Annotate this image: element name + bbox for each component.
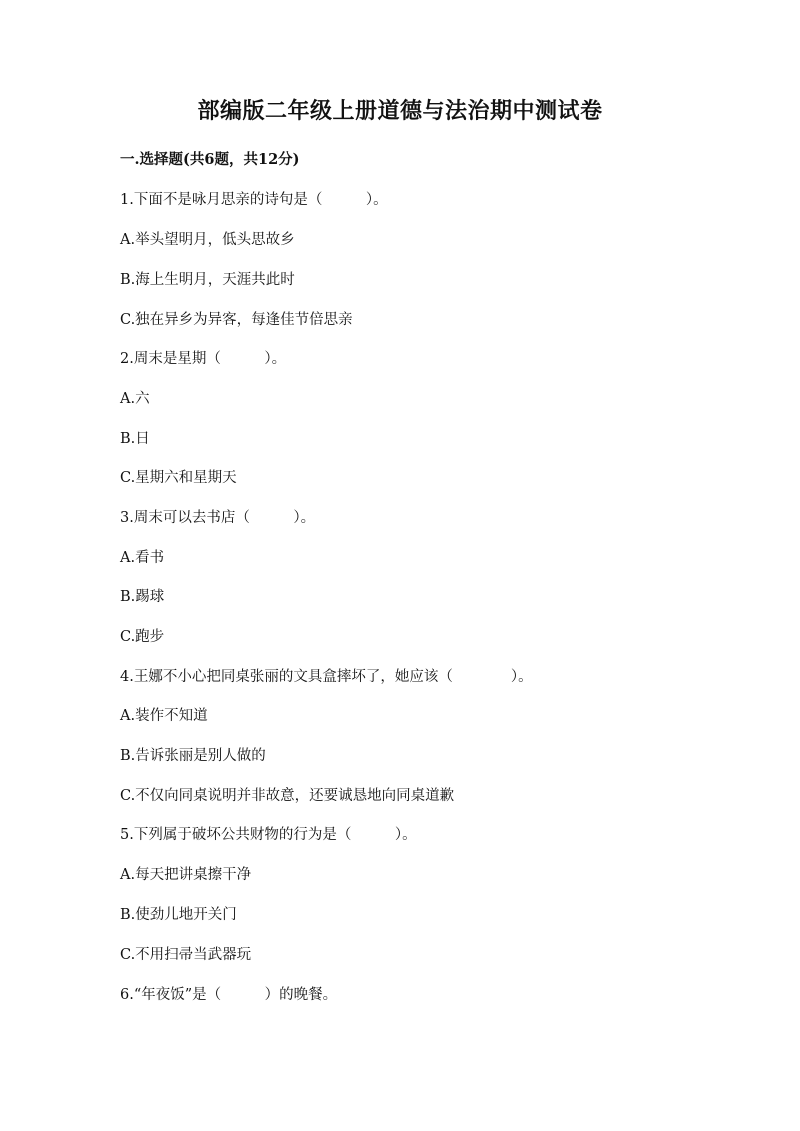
question-3-stem: 3.周末可以去书店（ ）。 [120, 510, 316, 526]
question-2-stem: 2.周末是星期（ ）。 [120, 351, 287, 367]
question-5-stem: 5.下列属于破坏公共财物的行为是（ ）。 [120, 827, 417, 843]
question-4-option-a: A.装作不知道 [120, 708, 208, 724]
question-2-option-c: C.星期六和星期天 [120, 470, 237, 486]
question-6-stem: 6.“年夜饭”是（ ）的晚餐。 [120, 987, 338, 1003]
question-2-option-b: B.日 [120, 431, 150, 447]
question-2-option-a: A.六 [120, 391, 150, 407]
question-4-option-c: C.不仅向同桌说明并非故意，还要诚恳地向同桌道歉 [120, 788, 455, 804]
question-5-option-c: C.不用扫帚当武器玩 [120, 947, 252, 963]
question-1-option-b: B.海上生明月，天涯共此时 [120, 272, 295, 288]
question-1-stem: 1.下面不是咏月思亲的诗句是（ ）。 [120, 192, 388, 208]
document-title: 部编版二年级上册道德与法治期中测试卷 [197, 98, 603, 124]
question-3-option-a: A.看书 [120, 550, 165, 566]
section-header: 一.选择题(共6题，共12分) [120, 151, 300, 168]
question-5-option-a: A.每天把讲桌擦干净 [120, 867, 252, 883]
question-4-option-b: B.告诉张丽是别人做的 [120, 748, 266, 764]
question-4-stem: 4.王娜不小心把同桌张丽的文具盒摔坏了，她应该（ ）。 [120, 669, 533, 685]
question-5-option-b: B.使劲儿地开关门 [120, 907, 237, 923]
question-1-option-a: A.举头望明月，低头思故乡 [120, 232, 295, 248]
question-3-option-c: C.跑步 [120, 629, 165, 645]
question-3-option-b: B.踢球 [120, 589, 165, 605]
question-1-option-c: C.独在异乡为异客，每逢佳节倍思亲 [120, 312, 353, 328]
